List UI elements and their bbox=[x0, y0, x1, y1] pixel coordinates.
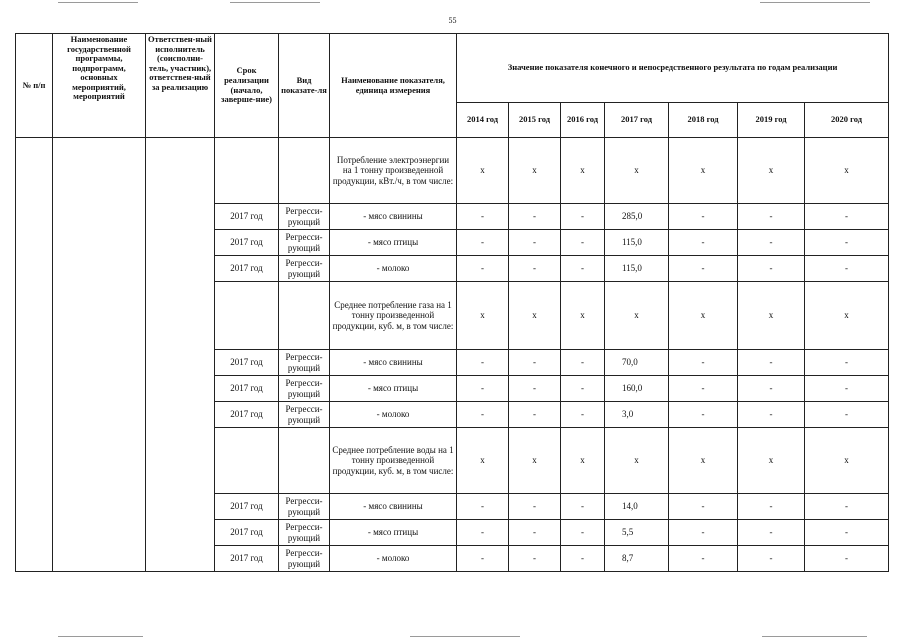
value-cell: - bbox=[805, 376, 889, 402]
indicator-name-cell: - мясо свинины bbox=[330, 494, 457, 520]
value-cell: - bbox=[509, 494, 561, 520]
col-header-year: 2019 год bbox=[738, 103, 805, 138]
value-cell: - bbox=[457, 350, 509, 376]
value-cell: - bbox=[669, 546, 738, 572]
value-cell: х bbox=[669, 428, 738, 494]
value-cell: х bbox=[561, 428, 605, 494]
value-cell: - bbox=[561, 230, 605, 256]
indicator-type-cell: Регресси-рующий bbox=[279, 230, 330, 256]
value-cell: - bbox=[457, 402, 509, 428]
term-cell: 2017 год bbox=[215, 350, 279, 376]
value-cell: 5,5 bbox=[605, 520, 669, 546]
indicator-type-cell bbox=[279, 282, 330, 350]
scan-edge-bottom-left bbox=[58, 636, 143, 637]
indicator-name-cell: - мясо птицы bbox=[330, 520, 457, 546]
value-cell: х bbox=[509, 428, 561, 494]
term-cell: 2017 год bbox=[215, 546, 279, 572]
value-cell: х bbox=[805, 282, 889, 350]
value-cell: х bbox=[509, 138, 561, 204]
term-cell: 2017 год bbox=[215, 402, 279, 428]
value-cell: - bbox=[457, 204, 509, 230]
scan-edge-bottom-mid bbox=[410, 636, 520, 637]
value-cell: х bbox=[509, 282, 561, 350]
indicator-type-cell: Регресси-рующий bbox=[279, 520, 330, 546]
value-cell: 8,7 bbox=[605, 546, 669, 572]
term-cell bbox=[215, 428, 279, 494]
value-cell: х bbox=[669, 138, 738, 204]
value-cell: - bbox=[509, 546, 561, 572]
indicator-table bbox=[15, 33, 889, 572]
value-cell: - bbox=[669, 494, 738, 520]
value-cell: - bbox=[738, 402, 805, 428]
value-cell: х bbox=[738, 138, 805, 204]
value-cell: х bbox=[805, 428, 889, 494]
value-cell: - bbox=[457, 230, 509, 256]
scan-edge-bottom-right bbox=[762, 636, 867, 637]
value-cell: 160,0 bbox=[605, 376, 669, 402]
value-cell: - bbox=[509, 350, 561, 376]
col-header-year: 2015 год bbox=[509, 103, 561, 138]
indicator-type-cell: Регресси-рующий bbox=[279, 350, 330, 376]
indicator-name-cell: - молоко bbox=[330, 402, 457, 428]
value-cell: - bbox=[805, 204, 889, 230]
indicator-type-cell bbox=[279, 428, 330, 494]
indicator-type-cell: Регресси-рующий bbox=[279, 256, 330, 282]
value-cell: х bbox=[561, 282, 605, 350]
col-header-year: 2018 год bbox=[669, 103, 738, 138]
value-cell: - bbox=[669, 204, 738, 230]
indicator-type-cell: Регресси-рующий bbox=[279, 494, 330, 520]
value-cell: - bbox=[738, 204, 805, 230]
value-cell: х bbox=[457, 138, 509, 204]
col-header-program: Наименование государственной программы, подпрограмм, основных мероприятий, мероприятий bbox=[53, 34, 146, 138]
value-cell: - bbox=[457, 256, 509, 282]
value-cell: - bbox=[509, 256, 561, 282]
col-header-values: Значение показателя конечного и непосредственного результата по годам реализации bbox=[457, 34, 889, 103]
value-cell: - bbox=[738, 256, 805, 282]
indicator-name-cell: Потребление электроэнергии на 1 тонну произведенной продукции, кВт./ч, в том числе: bbox=[330, 138, 457, 204]
value-cell: 285,0 bbox=[605, 204, 669, 230]
value-cell: 3,0 bbox=[605, 402, 669, 428]
value-cell: х bbox=[805, 138, 889, 204]
term-cell bbox=[215, 282, 279, 350]
value-cell: 115,0 bbox=[605, 230, 669, 256]
value-cell: - bbox=[509, 230, 561, 256]
value-cell: - bbox=[457, 494, 509, 520]
value-cell: - bbox=[669, 230, 738, 256]
indicator-name-cell: Среднее потребление воды на 1 тонну произведенной продукции, куб. м, в том числе: bbox=[330, 428, 457, 494]
value-cell: 115,0 bbox=[605, 256, 669, 282]
value-cell: - bbox=[738, 520, 805, 546]
value-cell: - bbox=[457, 520, 509, 546]
col-header-year: 2016 год bbox=[561, 103, 605, 138]
term-cell: 2017 год bbox=[215, 256, 279, 282]
value-cell: х bbox=[605, 138, 669, 204]
value-cell: - bbox=[457, 376, 509, 402]
value-cell: - bbox=[805, 520, 889, 546]
col-header-type: Вид показате-ля bbox=[279, 34, 330, 138]
value-cell: - bbox=[509, 376, 561, 402]
value-cell: - bbox=[805, 546, 889, 572]
scan-edge-top-mid bbox=[230, 2, 320, 3]
empty-cell-executor bbox=[146, 138, 215, 572]
term-cell bbox=[215, 138, 279, 204]
value-cell: - bbox=[561, 494, 605, 520]
term-cell: 2017 год bbox=[215, 376, 279, 402]
value-cell: - bbox=[457, 546, 509, 572]
col-header-indicator: Наименование показателя, единица измерения bbox=[330, 34, 457, 138]
term-cell: 2017 год bbox=[215, 494, 279, 520]
value-cell: х bbox=[605, 282, 669, 350]
empty-cell-program bbox=[53, 138, 146, 572]
value-cell: - bbox=[805, 402, 889, 428]
value-cell: х bbox=[738, 282, 805, 350]
value-cell: - bbox=[805, 494, 889, 520]
value-cell: - bbox=[805, 230, 889, 256]
term-cell: 2017 год bbox=[215, 520, 279, 546]
value-cell: - bbox=[738, 350, 805, 376]
value-cell: х bbox=[738, 428, 805, 494]
value-cell: 70,0 bbox=[605, 350, 669, 376]
value-cell: - bbox=[669, 376, 738, 402]
value-cell: - bbox=[738, 376, 805, 402]
value-cell: - bbox=[561, 376, 605, 402]
indicator-name-cell: - молоко bbox=[330, 546, 457, 572]
value-cell: - bbox=[738, 494, 805, 520]
value-cell: х bbox=[605, 428, 669, 494]
col-header-year: 2020 год bbox=[805, 103, 889, 138]
col-header-executor: Ответствен-ный исполнитель (соисполни-тель, участник), ответствен-ный за реализацию bbox=[146, 34, 215, 138]
indicator-type-cell: Регресси-рующий bbox=[279, 376, 330, 402]
value-cell: - bbox=[561, 204, 605, 230]
col-header-year: 2014 год bbox=[457, 103, 509, 138]
indicator-name-cell: - молоко bbox=[330, 256, 457, 282]
value-cell: - bbox=[509, 402, 561, 428]
value-cell: х bbox=[669, 282, 738, 350]
col-header-num: № п/п bbox=[16, 34, 53, 138]
indicator-name-cell: - мясо свинины bbox=[330, 350, 457, 376]
value-cell: - bbox=[561, 402, 605, 428]
value-cell: - bbox=[669, 402, 738, 428]
value-cell: - bbox=[561, 256, 605, 282]
term-cell: 2017 год bbox=[215, 230, 279, 256]
value-cell: - bbox=[669, 350, 738, 376]
indicator-type-cell: Регресси-рующий bbox=[279, 402, 330, 428]
scan-edge-top-left bbox=[58, 2, 138, 3]
value-cell: - bbox=[561, 546, 605, 572]
indicator-name-cell: - мясо свинины bbox=[330, 204, 457, 230]
value-cell: - bbox=[561, 520, 605, 546]
value-cell: - bbox=[669, 520, 738, 546]
value-cell: - bbox=[738, 546, 805, 572]
value-cell: - bbox=[509, 204, 561, 230]
empty-cell-num bbox=[16, 138, 53, 572]
indicator-name-cell: - мясо птицы bbox=[330, 230, 457, 256]
term-cell: 2017 год bbox=[215, 204, 279, 230]
indicator-type-cell: Регресси-рующий bbox=[279, 546, 330, 572]
value-cell: 14,0 bbox=[605, 494, 669, 520]
value-cell: - bbox=[561, 350, 605, 376]
scan-edge-top-right bbox=[760, 2, 870, 3]
col-header-term: Срок реализации (начало, заверше-ние) bbox=[215, 34, 279, 138]
indicator-type-cell bbox=[279, 138, 330, 204]
value-cell: х bbox=[561, 138, 605, 204]
value-cell: - bbox=[738, 230, 805, 256]
indicator-type-cell: Регресси-рующий bbox=[279, 204, 330, 230]
indicator-group-row bbox=[16, 138, 889, 204]
value-cell: - bbox=[509, 520, 561, 546]
value-cell: - bbox=[805, 350, 889, 376]
indicator-name-cell: Среднее потребление газа на 1 тонну произведенной продукции, куб. м, в том числе: bbox=[330, 282, 457, 350]
col-header-year: 2017 год bbox=[605, 103, 669, 138]
value-cell: х bbox=[457, 282, 509, 350]
value-cell: - bbox=[669, 256, 738, 282]
value-cell: х bbox=[457, 428, 509, 494]
page-number: 55 bbox=[448, 16, 457, 25]
value-cell: - bbox=[805, 256, 889, 282]
indicator-name-cell: - мясо птицы bbox=[330, 376, 457, 402]
